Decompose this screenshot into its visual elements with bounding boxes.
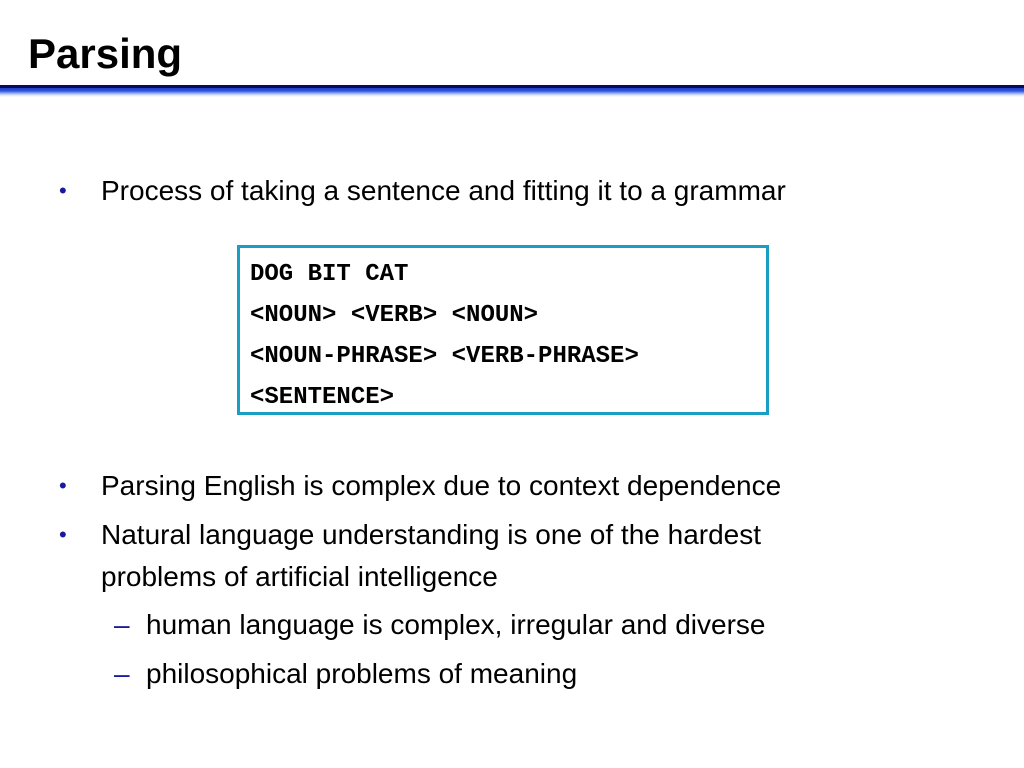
code-line: <NOUN> <VERB> <NOUN> — [250, 302, 539, 329]
grammar-code-box — [237, 245, 769, 415]
bullet-item — [59, 465, 781, 507]
bullet-text: Parsing English is complex due to context dependence — [101, 470, 782, 501]
slide-title: Parsing — [28, 30, 183, 77]
title-divider — [0, 85, 1024, 97]
bullet-text: Process of taking a sentence and fitting it to a grammar — [101, 175, 786, 206]
bullet-item — [59, 170, 786, 212]
subbullet-text: human language is complex, irregular and diverse — [146, 609, 766, 640]
subbullet-text: philosophical problems of meaning — [146, 658, 578, 689]
bullet-text — [101, 514, 761, 598]
subbullet-item — [114, 604, 765, 646]
code-line: <SENTENCE> — [250, 384, 395, 411]
bullet-marker: • — [59, 473, 67, 498]
bullet-item — [59, 514, 761, 598]
code-line: <NOUN-PHRASE> <VERB-PHRASE> — [250, 343, 639, 370]
bullet-text-line: Natural language understanding is one of the hardest — [101, 519, 762, 550]
bullet-marker: • — [59, 178, 67, 203]
bullet-marker: • — [59, 522, 67, 547]
subbullet-marker: – — [114, 609, 130, 640]
subbullet-item — [114, 653, 577, 695]
subbullet-marker: – — [114, 658, 130, 689]
code-line: DOG BIT CAT — [250, 261, 409, 288]
bullet-text-line: problems of artificial intelligence — [101, 561, 498, 592]
